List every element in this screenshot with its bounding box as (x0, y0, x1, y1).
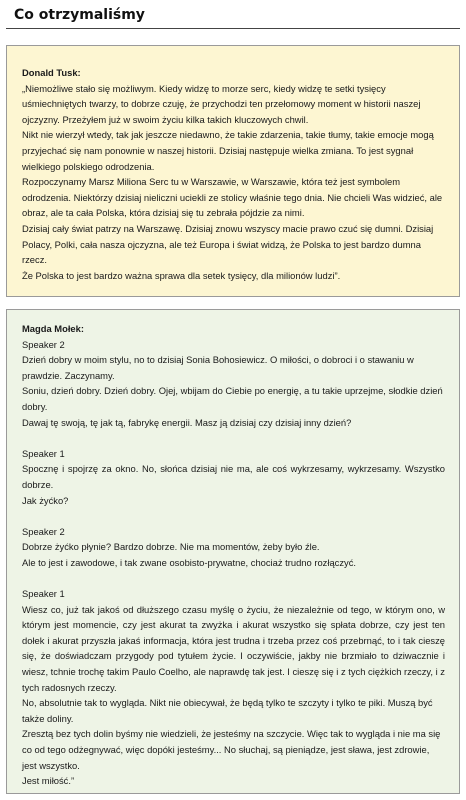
header-divider (6, 28, 460, 29)
quote-paragraph: Dzień dobry w moim stylu, no to dzisiaj Sonia Bohosiewicz. O miłości, o dobroci i o stawaniu w prawdzie. Zaczynamy. (22, 354, 414, 381)
quote-paragraph: Soniu, dzień dobry. Dzień dobry. Ojej, wbijam do Ciebie po energię, a tu takie uprzejme, słodkie dzień dobry. (22, 385, 443, 412)
quote-paragraph: Jak żyćko? (22, 494, 69, 506)
quote-box-molek (6, 309, 460, 794)
quote-paragraph: Dzisiaj cały świat patrzy na Warszawę. Dzisiaj znowu wszyscy macie prawo czuć się dumni. Dzisiaj Polacy, Polki, cała nasza ojczyzna, ale też Europa i świat widzą, że Polska to jest bardzo dumna rzecz. (22, 222, 434, 266)
quote-paragraph: Wiesz co, już tak jakoś od dłuższego czasu myślę o życiu, że niezależnie od tego, w którym ono, w którym jest momencie, czy jest akurat ta zwyżka i akurat wszystko się spłata dobrze, czy jest ten dołek i akurat przyszła jakaś informacja, która jest trudna i trzeba przez coś przebrnąć, to i tak cieszę się, że doświadczam przygody pod tytułem życie. I oczywiście, jakby nie brzmiało to dziwacznie i wiesz, tchnie trochę takim Paulo Coelho, ale naprawdę tak jest. I cieszę się i z tych ciężkich rzeczy, i z tych radosnych rzeczy. (22, 603, 445, 693)
quote-paragraph: Że Polska to jest bardzo ważna sprawa dla setek tysięcy, dla milionów ludzi”. (22, 269, 341, 281)
quote-paragraph: Ale to jest i zawodowe, i tak zwane osobisto-prywatne, chociaż trudno rozłączyć. (22, 556, 357, 568)
quote-paragraph: Dobrze żyćko płynie? Bardzo dobrze. Nie ma momentów, żeby było źle. (22, 541, 320, 553)
speaker-name: Magda Mołek: (22, 323, 84, 334)
page-title: Co otrzymaliśmy (14, 7, 145, 23)
speaker-label: Speaker 1 (22, 447, 65, 459)
speaker-name: Donald Tusk: (22, 67, 81, 78)
quote-box-tusk (6, 45, 460, 297)
speaker-label: Speaker 2 (22, 338, 65, 350)
speaker-label: Speaker 1 (22, 588, 65, 600)
speaker-label: Speaker 2 (22, 525, 65, 537)
quote-paragraph: „Niemożliwe stało się możliwym. Kiedy widzę to morze serc, kiedy widzę te setki tysięcy uśmiechniętych twarzy, to dobrze czuję, że przychodzi ten przełomowy moment w historii naszej ojczyzny. Przeżyłem już w swoim życiu kilka takich kluczowych chwil. (22, 82, 421, 125)
quote-paragraph: Rozpoczynamy Marsz Miliona Serc tu w Warszawie, w Warszawie, która też jest symbolem odrodzenia. Niektórzy dzisiaj nieliczni uciekli ze stolicy właśnie tego dnia. Nie chcieli Was widzieć, ale obraz, ale ta cała Polska, która dzisiaj się tu zebrała pójdzie za nimi. (22, 176, 443, 219)
quote-paragraph: Dawaj tę swoją, tę jak tą, fabrykę energii. Masz ją dzisiaj czy dzisiaj inny dzień? (22, 416, 352, 428)
quote-paragraph: No, absolutnie tak to wygląda. Nikt nie obiecywał, że będą tylko te szczyty i tylko te piki. Muszą być także doliny. (22, 697, 433, 724)
quote-paragraph: Zresztą bez tych dolin byśmy nie wiedzieli, że jesteśmy na szczycie. Więc tak to wygląda i nie ma się co od tego odżegnywać, więc dopóki jesteśmy... No słuchaj, są pieniądze, jest sława, jest zdrowie, jest wszystko. (22, 728, 441, 771)
quote-paragraph: Jest miłość.” (22, 775, 75, 787)
page-header (0, 0, 466, 34)
quote-paragraph: Spocznę i spojrzę za okno. No, słońca dzisiaj nie ma, ale coś wykrzesamy, wykrzesamy. Wszystko dobrze. (22, 463, 445, 490)
quote-paragraph: Nikt nie wierzył wtedy, tak jak jeszcze niedawno, że takie zdarzenia, takie tłumy, takie emocje mogą przyjechać się nam ponownie w naszej historii. Dzisiaj następuje wielka zmiana. To jest sygnał wielkiego polskiego odrodzenia. (22, 129, 434, 172)
